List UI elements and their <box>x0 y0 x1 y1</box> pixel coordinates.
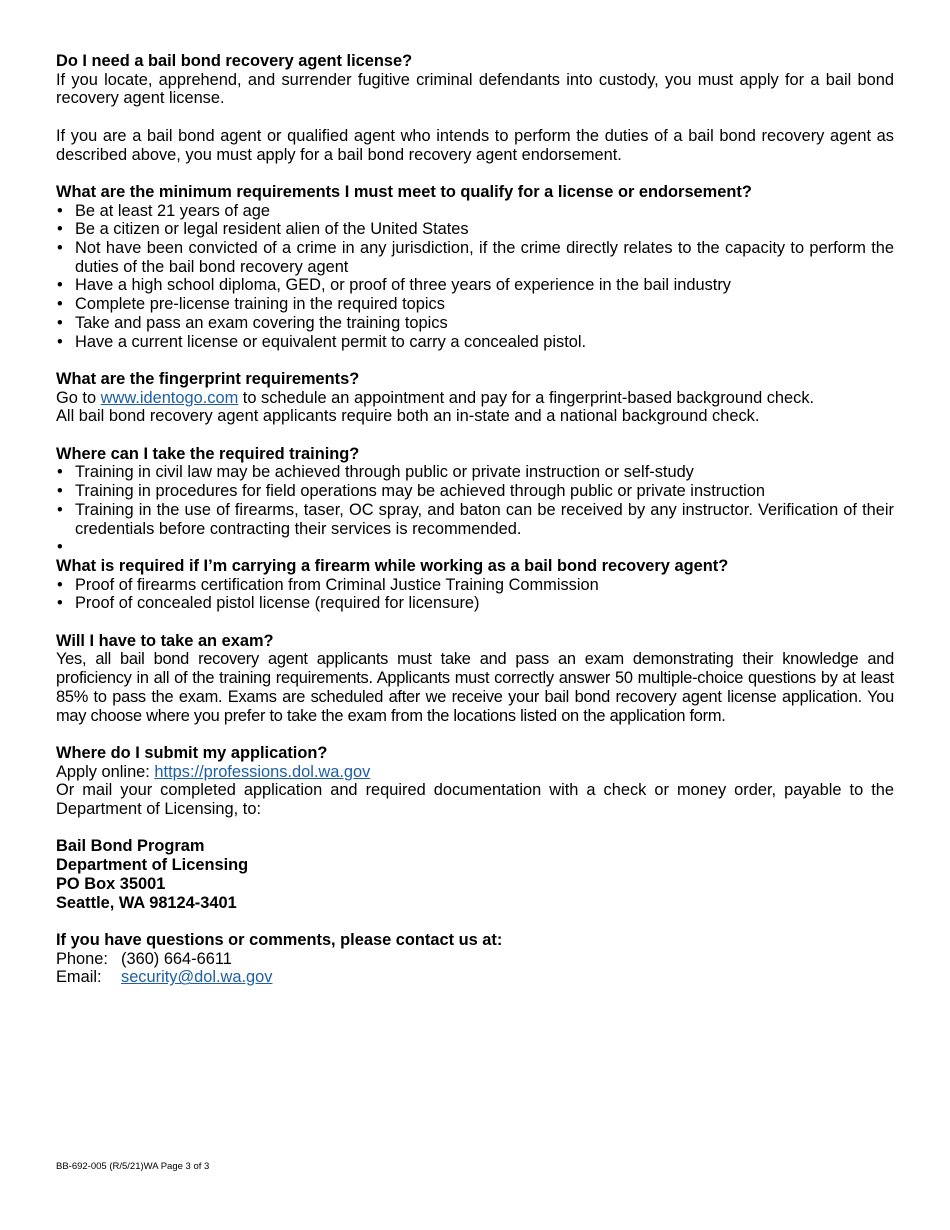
fingerprint-rest: to schedule an appointment and pay for a fingerprint-based background check. <box>242 388 815 407</box>
bullet: • <box>57 295 63 314</box>
exam-heading: Will I have to take an exam? <box>56 631 274 650</box>
requirements-heading: What are the minimum requirements I must meet to qualify for a license or endorsement? <box>56 182 752 201</box>
list-item-text: Have a high school diploma, GED, or proof of three years of experience in the bail industry <box>75 276 731 295</box>
bullet: • <box>57 538 63 557</box>
mailing-address <box>56 837 894 912</box>
list-item <box>56 202 894 221</box>
phone-label: Phone: <box>56 949 108 968</box>
exam-paragraph: Yes, all bail bond recovery agent applicants must take and pass an exam demonstrating their knowledge and proficiency in all of the training requirements. Applicants must correctly answer 50 multiple-choice questions by at least 85% to pass the exam. Exams are scheduled after we receive your bail bond recovery agent license application. You may choose where you prefer to take the exam from the locations listed on the application form. <box>56 650 894 725</box>
list-item-text: Take and pass an exam covering the training topics <box>75 313 448 332</box>
bullet: • <box>57 463 63 482</box>
list-item-text: Complete pre-license training in the required topics <box>75 295 445 314</box>
list-item-text: Proof of concealed pistol license (required for licensure) <box>75 594 480 613</box>
bullet: • <box>57 220 63 239</box>
list-item <box>56 482 894 501</box>
document-body <box>56 52 894 987</box>
address-line: PO Box 35001 <box>56 874 166 893</box>
spacer <box>56 164 894 183</box>
address-line: Bail Bond Program <box>56 837 205 856</box>
email-link[interactable]: security@dol.wa.gov <box>121 968 273 987</box>
address-line: Seattle, WA 98124-3401 <box>56 893 237 912</box>
fingerprint-go-to: Go to <box>56 388 97 407</box>
bullet: • <box>57 239 63 257</box>
list-item-text: Be at least 21 years of age <box>75 201 270 220</box>
phone-value: (360) 664-6611 <box>121 949 232 968</box>
contact-heading: If you have questions or comments, please contact us at: <box>56 930 503 949</box>
list-item-text: Have a current license or equivalent permit to carry a concealed pistol. <box>75 332 587 351</box>
list-item-empty <box>56 538 894 557</box>
mail-paragraph: Or mail your completed application and required documentation with a check or money order, payable to the Department of Licensing, to: <box>56 781 894 819</box>
fingerprint-line-1 <box>56 389 894 408</box>
spacer <box>56 725 894 744</box>
bullet: • <box>57 482 63 501</box>
bullet: • <box>57 332 63 351</box>
phone-row <box>56 950 894 969</box>
bullet: • <box>57 313 63 332</box>
spacer <box>56 108 894 127</box>
fingerprint-heading: What are the fingerprint requirements? <box>56 369 360 388</box>
list-item <box>56 576 894 595</box>
list-item <box>56 239 894 276</box>
list-item <box>56 295 894 314</box>
license-heading: Do I need a bail bond recovery agent license? <box>56 52 413 70</box>
list-item <box>56 314 894 333</box>
list-item-text: Be a citizen or legal resident alien of the United States <box>75 220 469 239</box>
list-item-text: Training in civil law may be achieved through public or private instruction or self-study <box>75 463 694 482</box>
address-line: Department of Licensing <box>56 856 249 875</box>
list-item <box>56 594 894 613</box>
bullet: • <box>57 500 63 519</box>
page-footer: BB-692-005 (R/5/21)WA Page 3 of 3 <box>56 1161 210 1172</box>
spacer <box>56 819 894 838</box>
fingerprint-line-2: All bail bond recovery agent applicants require both an in-state and a national background check. <box>56 407 760 426</box>
bullet: • <box>57 201 63 220</box>
firearm-list <box>56 576 894 613</box>
email-label: Email: <box>56 968 102 987</box>
submit-heading: Where do I submit my application? <box>56 743 328 762</box>
training-list <box>56 463 894 557</box>
spacer <box>56 351 894 370</box>
apply-online-label: Apply online: <box>56 762 150 781</box>
bullet: • <box>57 594 63 613</box>
list-item <box>56 501 894 538</box>
license-paragraph-1: If you locate, apprehend, and surrender fugitive criminal defendants into custody, you must apply for a bail bond recovery agent license. <box>56 70 894 108</box>
identogo-link[interactable]: www.identogo.com <box>100 388 239 407</box>
list-item <box>56 220 894 239</box>
firearm-heading: What is required if I’m carrying a firearm while working as a bail bond recovery agent? <box>56 556 729 575</box>
bullet: • <box>57 575 63 594</box>
apply-online-line <box>56 763 894 782</box>
professions-link[interactable]: https://professions.dol.wa.gov <box>154 762 371 781</box>
list-item-text: Proof of firearms certification from Criminal Justice Training Commission <box>75 575 599 594</box>
list-item <box>56 333 894 352</box>
list-item-text: Training in the use of firearms, taser, OC spray, and baton can be received by any instructor. Verification of their credentials before contracting their services is recommended. <box>75 500 894 538</box>
spacer <box>56 426 894 445</box>
email-row <box>56 968 894 987</box>
bullet: • <box>57 276 63 295</box>
training-heading: Where can I take the required training? <box>56 444 360 463</box>
license-paragraph-2: If you are a bail bond agent or qualified agent who intends to perform the duties of a bail bond recovery agent as described above, you must apply for a bail bond recovery agent endorsement. <box>56 126 894 164</box>
list-item <box>56 276 894 295</box>
spacer <box>56 613 894 632</box>
spacer <box>56 912 894 931</box>
list-item-text: Not have been convicted of a crime in any jurisdiction, if the crime directly relates to the capacity to perform the duties of the bail bond recovery agent <box>75 239 894 276</box>
requirements-list <box>56 202 894 352</box>
list-item <box>56 463 894 482</box>
list-item-text: Training in procedures for field operations may be achieved through public or private instruction <box>75 482 765 501</box>
